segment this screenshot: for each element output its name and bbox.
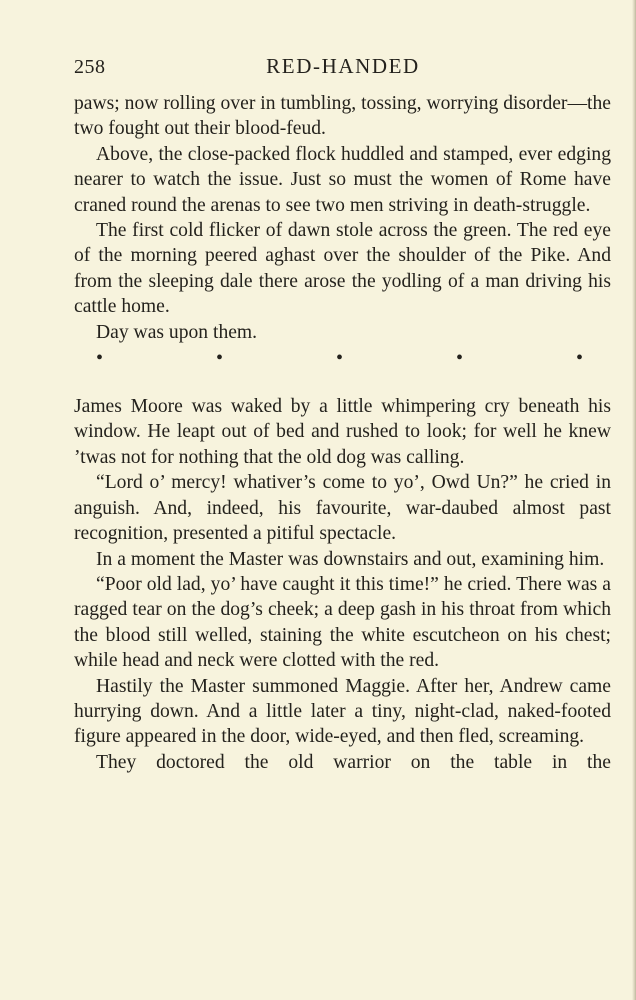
running-head: RED-HANDED (266, 54, 420, 78)
paragraph: “Poor old lad, yo’ have caught it this time!” he cried. There was a ragged tear on the dog’s cheek; a deep gash in his throat from which the blood still welled, staining the white escutcheon on his chest; while head and neck were clotted with the red. (74, 573, 611, 672)
paragraph: “Lord o’ mercy! whativer’s come to yo’, Owd Un?” he cried in anguish. And, indeed, his favourite, war-daubed almost past recognition, presented a pitiful spectacle. (74, 472, 611, 545)
break-dot: • (215, 346, 223, 369)
body-text (74, 91, 611, 775)
paragraph: Hastily the Master summoned Maggie. After her, Andrew came hurrying down. And a little later a tiny, night-clad, naked-footed figure appeared in the door, wide-eyed, and then fled, screaming. (74, 675, 611, 748)
paragraph: James Moore was waked by a little whimpering cry beneath his window. He leapt out of bed and rushed to look; for well he knew ’twas not for nothing that the old dog was calling. (74, 396, 611, 468)
break-dot: • (96, 346, 104, 369)
paragraph: Day was upon them. (96, 321, 258, 343)
page-number: 258 (74, 56, 106, 78)
paragraph-continues: They doctored the old warrior on the table in the (96, 751, 611, 773)
break-dot: • (575, 346, 583, 369)
break-dot: • (335, 346, 343, 369)
paragraph: Above, the close-packed flock huddled and stamped, ever edging nearer to watch the issue. Just so must the women of Rome have craned round the arenas to see two men striving in death-struggle. (74, 143, 611, 216)
break-dot: • (455, 346, 463, 369)
section-break (74, 345, 611, 370)
paragraph: In a moment the Master was downstairs and out, examining him. (96, 548, 605, 570)
paragraph-continued: paws; now rolling over in tumbling, tossing, worrying disorder—the two fought out their blood-feud. (74, 93, 611, 140)
paragraph: The first cold flicker of dawn stole across the green. The red eye of the morning peered aghast over the shoulder of the Pike. And from the sleeping dale there arose the yodling of a man driving his cattle home. (74, 220, 611, 318)
page-edge (632, 0, 636, 1000)
